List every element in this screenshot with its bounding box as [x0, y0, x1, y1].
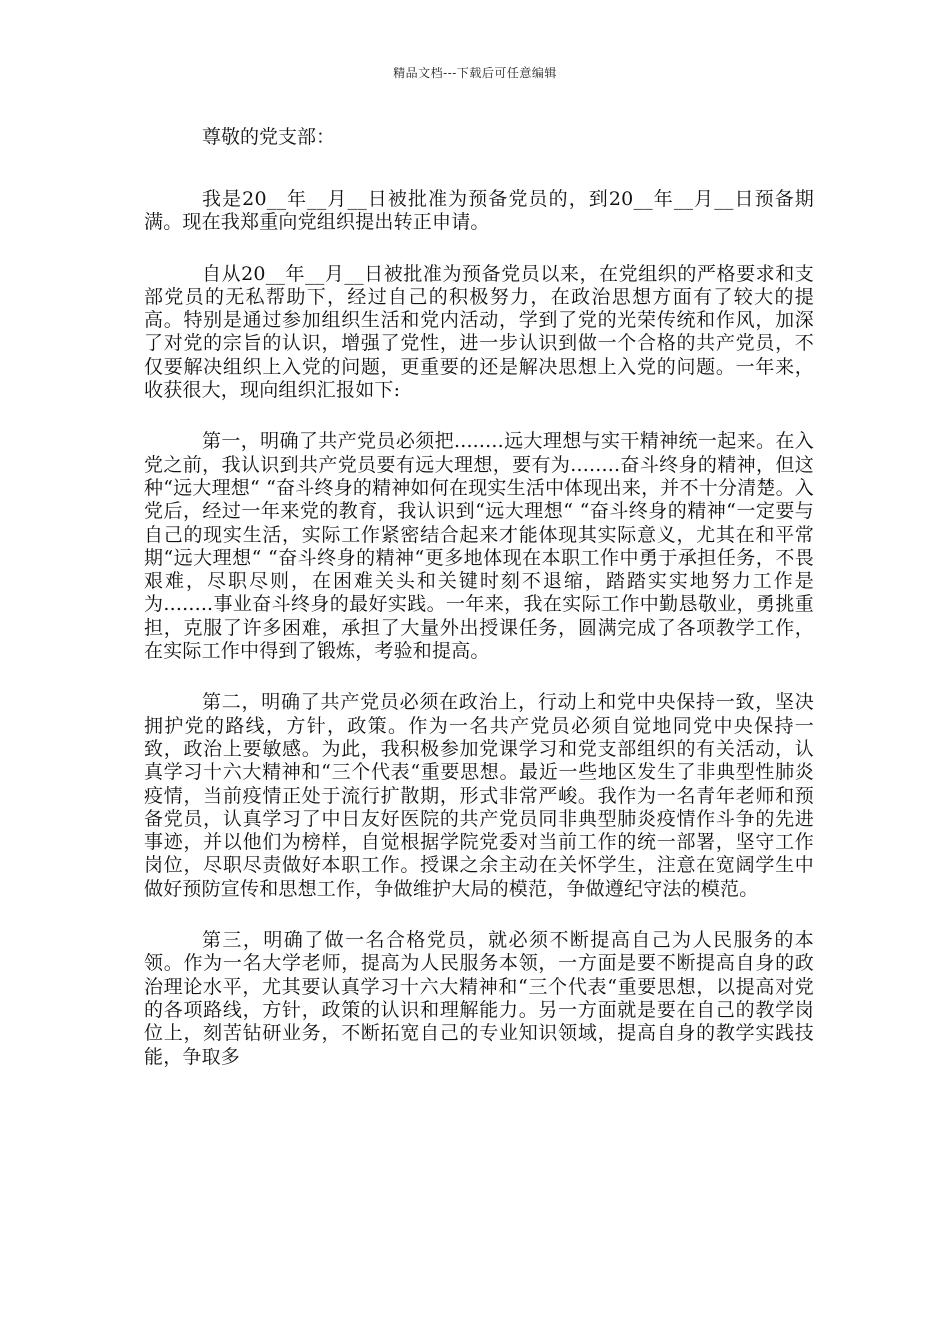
letter-salutation: 尊敬的党支部： — [202, 126, 336, 148]
paragraph-first-point: 第一，明确了共产党员必须把........远大理想与实干精神统一起来。在入党之前，我认识到共产党员要有远大理想，要有为........奋斗终身的精神，但这种“远大理想“ “奋斗终身的精神如何在现实生活中体现出来，并不十分清楚。入党后，经过一年来党的教育，我认识到“远大理想“ “奋斗终身的精神“一定要与自己的现实生活，实际工作紧密结合起来才能体现其实际意义，尤其在和平常期“远大理想“ “奋斗终身的精神“更多地体现在本职工作中勇于承担任务，不畏艰难，尽职尽则，在困难关头和关键时刻不退缩，踏踏实实地努力工作是为........事业奋斗终身的最好实践。一年来，我在实际工作中勤恳敬业，勇挑重担，克服了许多困难，承担了大量外出授课任务，圆满完成了各项教学工作，在实际工作中得到了锻炼，考验和提高。 — [144, 430, 814, 663]
paragraph-background: 自从20__年__月__日被批准为预备党员以来，在党组织的严格要求和支部党员的无私帮助下，经过自己的积极努力，在政治思想方面有了较大的提高。特别是通过参加组织生活和党内活动，学到了党的光荣传统和作风，加深了对党的宗旨的认识，增强了党性，进一步认识到做一个合格的共产党员，不仅要解决组织上入党的问题，更重要的还是解决思想上入党的问题。一年来，收获很大，现向组织汇报如下: — [144, 262, 814, 402]
paragraph-second-point: 第二，明确了共产党员必须在政治上，行动上和党中央保持一致，坚决拥护党的路线，方针，政策。作为一名共产党员必须自觉地同党中央保持一致，政治上要敏感。为此，我积极参加党课学习和党支部组织的有关活动，认真学习十六大精神和“三个代表“重要思想。最近一些地区发生了非典型性肺炎疫情，当前疫情正处于流行扩散期，形式非常严峻。我作为一名青年老师和预备党员，认真学习了中日友好医院的共产党员同非典型肺炎疫情作斗争的先进事迹，并以他们为榜样，自觉根据学院党委对当前工作的统一部署，坚守工作岗位，尽职尽责做好本职工作。授课之余主动在关怀学生，注意在宽阔学生中做好预防宣传和思想工作，争做维护大局的模范，争做遵纪守法的模范。 — [144, 691, 814, 900]
paragraph-third-point: 第三，明确了做一名合格党员，就必须不断提高自己为人民服务的本领。作为一名大学老师，提高为人民服务本领，一方面是要不断提高自身的政治理论水平，尤其要认真学习十六大精神和“三个代表“重要思想，以提高对党的各项路线，方针，政策的认识和理解能力。另一方面就是要在自己的教学岗位上，刻苦钻研业务，不断拓宽自己的专业知识领域，提高自身的教学实践技能，争取多 — [144, 929, 814, 1068]
letter-body — [144, 122, 814, 1097]
paragraph-intro: 我是20__年__月__日被批准为预备党员的，到20__年__月__日预备期满。现在我郑重向党组织提出转正申请。 — [144, 188, 814, 234]
page-header-note: 精品文档---下载后可任意编辑 — [393, 66, 557, 80]
